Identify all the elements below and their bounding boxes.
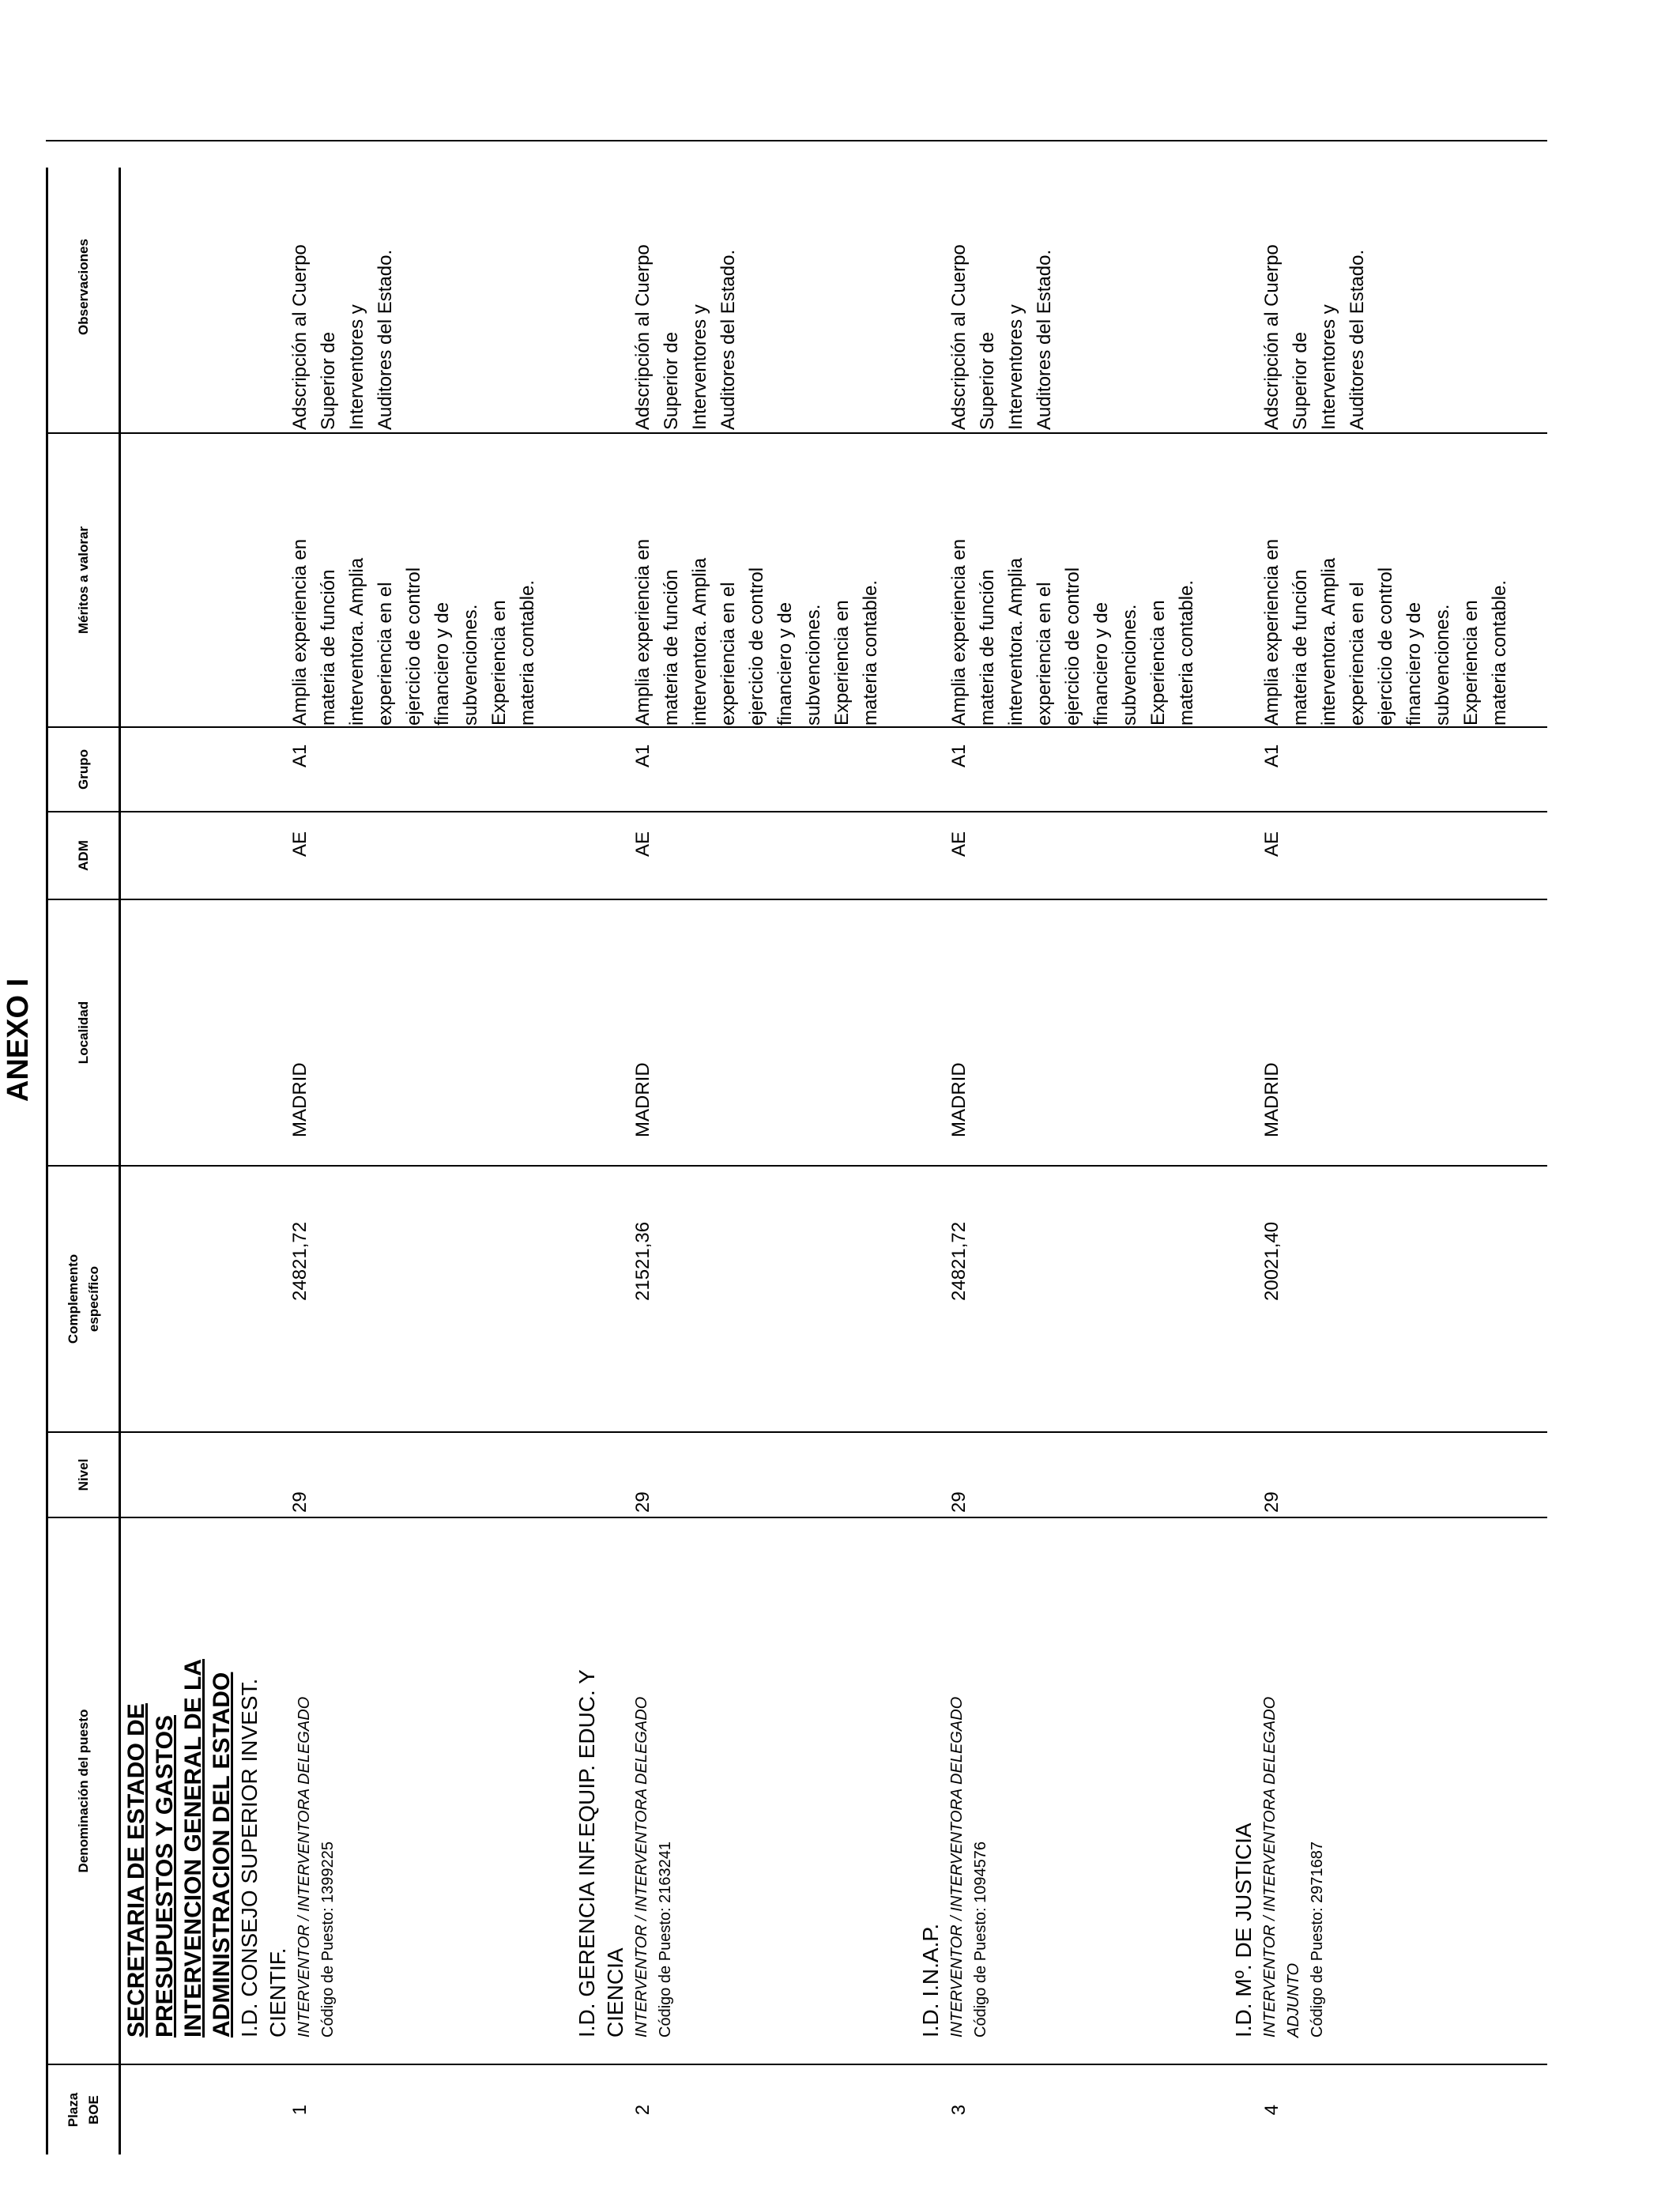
meritos-text: Amplia experiencia en materia de función interventora. Amplia experiencia en el ejercicio de control financiero y de subvenciones. Experiencia en materia contable. — [289, 538, 538, 726]
col-border — [46, 899, 1547, 900]
localidad-value: MADRID — [289, 1062, 311, 1137]
nivel-value: 29 — [948, 1491, 970, 1513]
post-code: Código de Puesto: 1094576 — [972, 1842, 989, 2038]
grupo-value: A1 — [632, 744, 654, 767]
header-plaza: Plaza BOE — [66, 2092, 101, 2128]
header-observaciones: Observaciones — [76, 239, 91, 335]
localidad-value: MADRID — [1261, 1062, 1283, 1137]
adm-value: AE — [948, 831, 970, 857]
col-border — [46, 1517, 1547, 1518]
meritos-text: Amplia experiencia en materia de función interventora. Amplia experiencia en el ejercicio de control financiero y de subvenciones. Experiencia en materia contable. — [1261, 538, 1510, 726]
observaciones-text: Adscripción al Cuerpo Superior de Interventores y Auditores del Estado. — [632, 244, 739, 430]
complemento-value: 21521,36 — [632, 1221, 654, 1301]
post-title: INTERVENTOR / INTERVENTORA DELEGADO — [296, 1696, 313, 2038]
post-title: ADJUNTO — [1285, 1962, 1302, 2038]
complemento-value: 20021,40 — [1261, 1221, 1283, 1301]
nivel-value: 29 — [632, 1491, 654, 1513]
header-adm: ADM — [76, 840, 91, 871]
header-meritos: Méritos a valorar — [76, 526, 91, 635]
grupo-value: A1 — [289, 744, 311, 767]
header-localidad: Localidad — [76, 1001, 91, 1065]
col-border — [46, 140, 1547, 141]
post-code: Código de Puesto: 1399225 — [319, 1842, 337, 2038]
col-border — [46, 726, 1547, 728]
document-title: ANEXO I — [2, 978, 35, 1103]
nivel-value: 29 — [289, 1491, 311, 1513]
plaza-number: 3 — [948, 2104, 970, 2116]
grupo-value: A1 — [948, 744, 970, 767]
complemento-value: 24821,72 — [948, 1221, 970, 1301]
observaciones-text: Adscripción al Cuerpo Superior de Interventores y Auditores del Estado. — [289, 244, 396, 430]
observaciones-text: Adscripción al Cuerpo Superior de Interventores y Auditores del Estado. — [1261, 244, 1368, 430]
header-nivel: Nivel — [76, 1458, 91, 1491]
grupo-value: A1 — [1261, 744, 1283, 767]
adm-value: AE — [632, 831, 654, 857]
plaza-number: 1 — [289, 2104, 311, 2116]
localidad-value: MADRID — [632, 1062, 654, 1137]
unit-name: I.D. Mº. DE JUSTICIA INTERVENTOR / INTERVENTORA DELEGADO ADJUNTO Código de Puesto: 2971687 — [1230, 1524, 1329, 2038]
localidad-value: MADRID — [948, 1062, 970, 1137]
meritos-text: Amplia experiencia en materia de función interventora. Amplia experiencia en el ejercicio de control financiero y de subvenciones. Experiencia en materia contable. — [632, 538, 881, 726]
header-denominacion: Denominación del puesto — [76, 1709, 91, 1873]
post-code: Código de Puesto: 2163241 — [657, 1842, 674, 2038]
header-grupo: Grupo — [76, 749, 91, 790]
col-border — [46, 432, 1547, 434]
department-heading: SECRETARIA DE ESTADO DE PRESUPUESTOS Y GASTOS INTERVENCION GENERAL DE LA ADMINISTRACION DEL ESTADO — [123, 1659, 235, 2038]
plaza-number: 2 — [632, 2104, 654, 2116]
col-border — [46, 811, 1547, 812]
post-code: Código de Puesto: 2971687 — [1309, 1842, 1326, 2038]
adm-value: AE — [1261, 831, 1283, 857]
col-border — [46, 2064, 1547, 2065]
meritos-text: Amplia experiencia en materia de función interventora. Amplia experiencia en el ejercicio de control financiero y de subvenciones. Experiencia en materia contable. — [948, 538, 1197, 726]
observaciones-text: Adscripción al Cuerpo Superior de Interventores y Auditores del Estado. — [948, 244, 1055, 430]
col-border — [46, 1165, 1547, 1167]
post-title: INTERVENTOR / INTERVENTORA DELEGADO — [1261, 1696, 1279, 2038]
unit-name: I.D. GERENCIA INF.EQUIP. EDUC. Y CIENCIA INTERVENTOR / INTERVENTORA DELEGADO Código de Puesto: 2163241 — [573, 1524, 677, 2038]
col-border — [46, 1431, 1547, 1433]
plaza-number: 4 — [1261, 2104, 1283, 2116]
unit-name: I.D. I.N.A.P. INTERVENTOR / INTERVENTORA DELEGADO Código de Puesto: 1094576 — [917, 1524, 993, 2038]
header-complemento: Complemento específico — [66, 1253, 101, 1344]
adm-value: AE — [289, 831, 311, 857]
complemento-value: 24821,72 — [289, 1221, 311, 1301]
post-title: INTERVENTOR / INTERVENTORA DELEGADO — [633, 1696, 650, 2038]
nivel-value: 29 — [1261, 1491, 1283, 1513]
post-title: INTERVENTOR / INTERVENTORA DELEGADO — [948, 1696, 966, 2038]
unit-name: I.D. CONSEJO SUPERIOR INVEST. CIENTIF. INTERVENTOR / INTERVENTORA DELEGADO Código de Puesto: 1399225 — [235, 1524, 340, 2038]
